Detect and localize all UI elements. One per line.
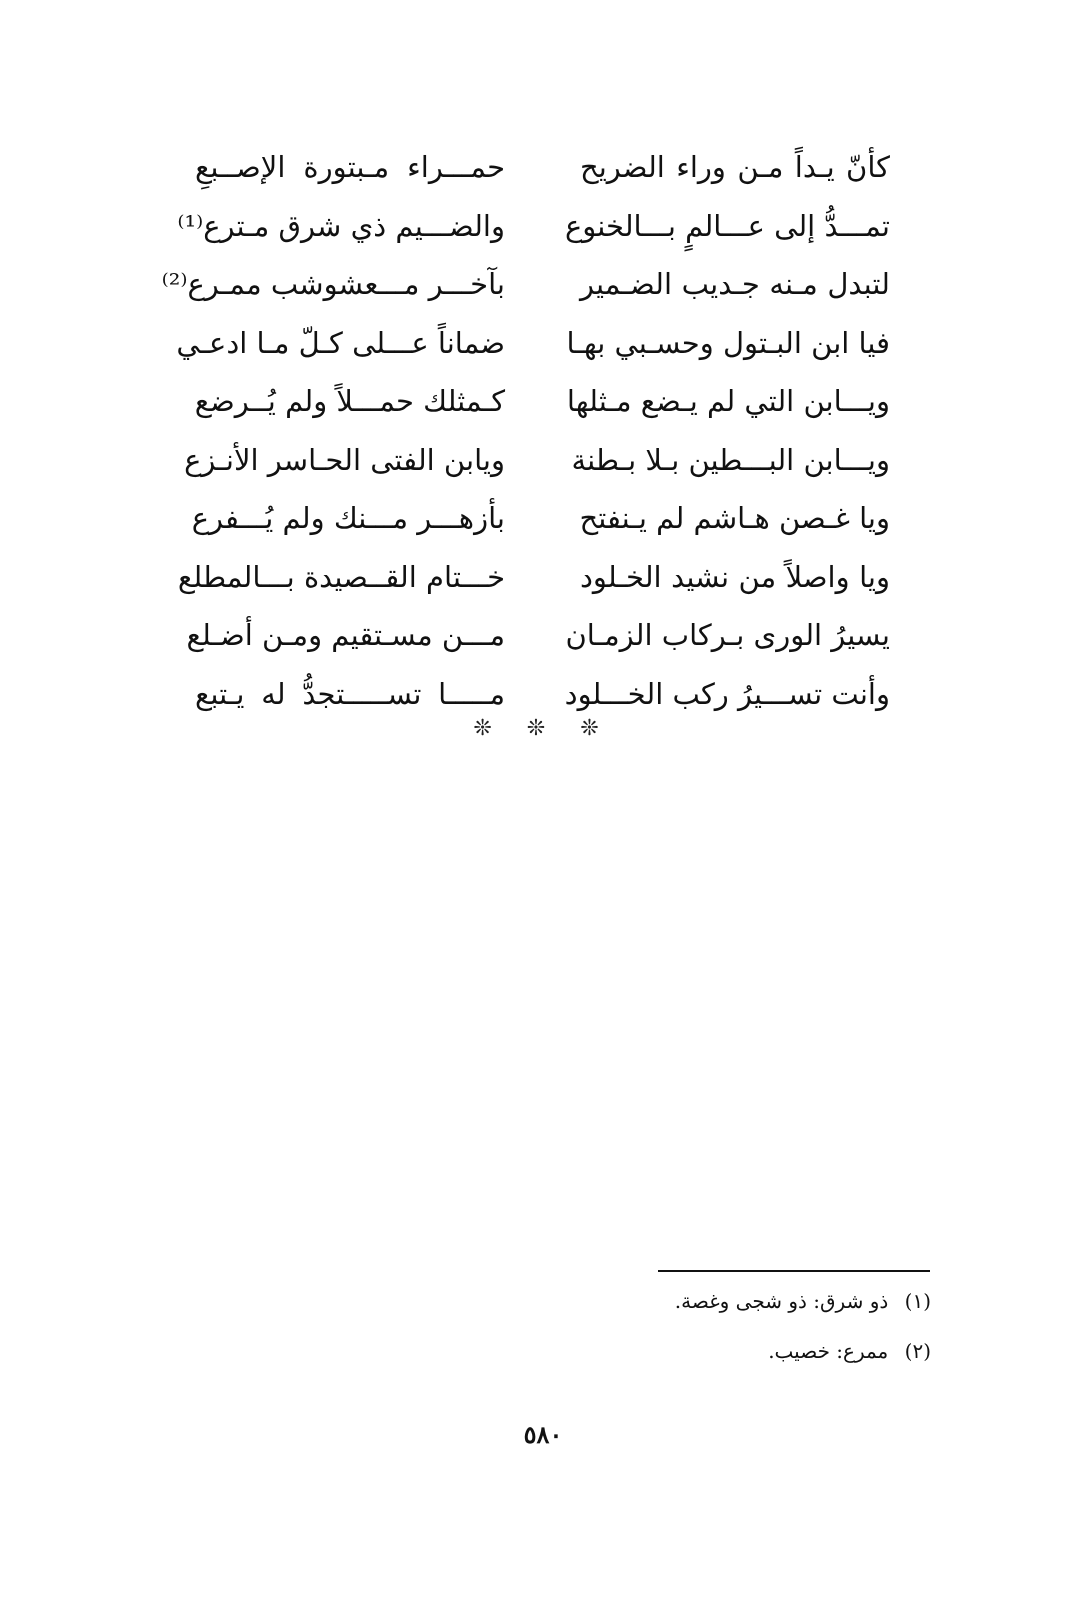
verse-second-hemistich: والضـــيم ذي شرق مـترع⁽¹⁾: [177, 208, 505, 243]
verse-first-hemistich: ويا واصلاً من نشيد الخـلود: [580, 559, 890, 594]
verse-first-hemistich: ويا غـصن هـاشم لم يـنفتح: [579, 501, 890, 536]
verse: [177, 197, 890, 256]
footnote-text: ممرع: خصيب.: [768, 1339, 889, 1363]
verse-first-hemistich: فيا ابن البـتول وحسـبي بهـا: [566, 325, 890, 360]
footnotes: [431, 1288, 931, 1388]
verse-second-hemistich: ويابن الفتى الحـاسر الأنـزع: [184, 442, 505, 477]
verse: [191, 489, 890, 548]
verse: [195, 665, 890, 724]
poem: [161, 138, 890, 723]
footnote-number: (٢): [904, 1339, 931, 1363]
footnote: [431, 1288, 931, 1314]
footnote-text: ذو شرق: ذو شجى وغصة.: [674, 1289, 889, 1313]
verse: [195, 372, 890, 431]
verse-first-hemistich: تمـــدُّ إلى عـــالمٍ بـــالخنوع: [564, 208, 890, 243]
verse: [177, 548, 890, 607]
verse-second-hemistich: مـــــا تســـــتجدُّ له يـتبع: [195, 676, 505, 711]
verse: [195, 138, 890, 197]
verse: [184, 431, 890, 490]
verse-second-hemistich: بأزهـــر مـــنك ولم يُـــفرع: [191, 501, 505, 536]
verse-first-hemistich: ويـــابن التي لم يـضع مـثلها: [566, 384, 890, 419]
verse-second-hemistich: بآخـــر مـــعشوشب ممـرع⁽²⁾: [161, 267, 505, 302]
verse-second-hemistich: حمـــراء مـبتورة الإصــبعِ: [195, 150, 505, 185]
verse: [186, 606, 890, 665]
verse-first-hemistich: وأنت تســـيرُ ركب الخـــلود: [564, 676, 890, 711]
verse-first-hemistich: ويـــابن البـــطين بـلا بـطنة: [571, 442, 890, 477]
verse-first-hemistich: يسيرُ الورى بـركاب الزمـان: [565, 618, 890, 653]
section-break-ornament: ❊ ❊ ❊: [473, 716, 613, 741]
verse-second-hemistich: كـمثلك حمـــلاً ولم يُــرضع: [194, 384, 505, 419]
page-number: ٥٨٠: [523, 1420, 563, 1449]
verse-first-hemistich: كأنّ يـداً مـن وراء الضريح: [580, 150, 890, 185]
footnote-divider: [658, 1270, 930, 1272]
verse-second-hemistich: مـــن مسـتقيم ومـن أضـلع: [186, 618, 505, 653]
verse-second-hemistich: ضماناً عـــلى كـلّ مـا ادعـي: [176, 325, 505, 360]
footnote: [431, 1338, 931, 1364]
verse-second-hemistich: خـــتام القــصيدة بـــالمطلع: [177, 559, 505, 594]
footnote-number: (١): [904, 1289, 931, 1313]
verse: [176, 314, 890, 373]
verse-first-hemistich: لتبدل مـنه جـديب الضـمير: [580, 267, 890, 302]
verse: [161, 255, 890, 314]
